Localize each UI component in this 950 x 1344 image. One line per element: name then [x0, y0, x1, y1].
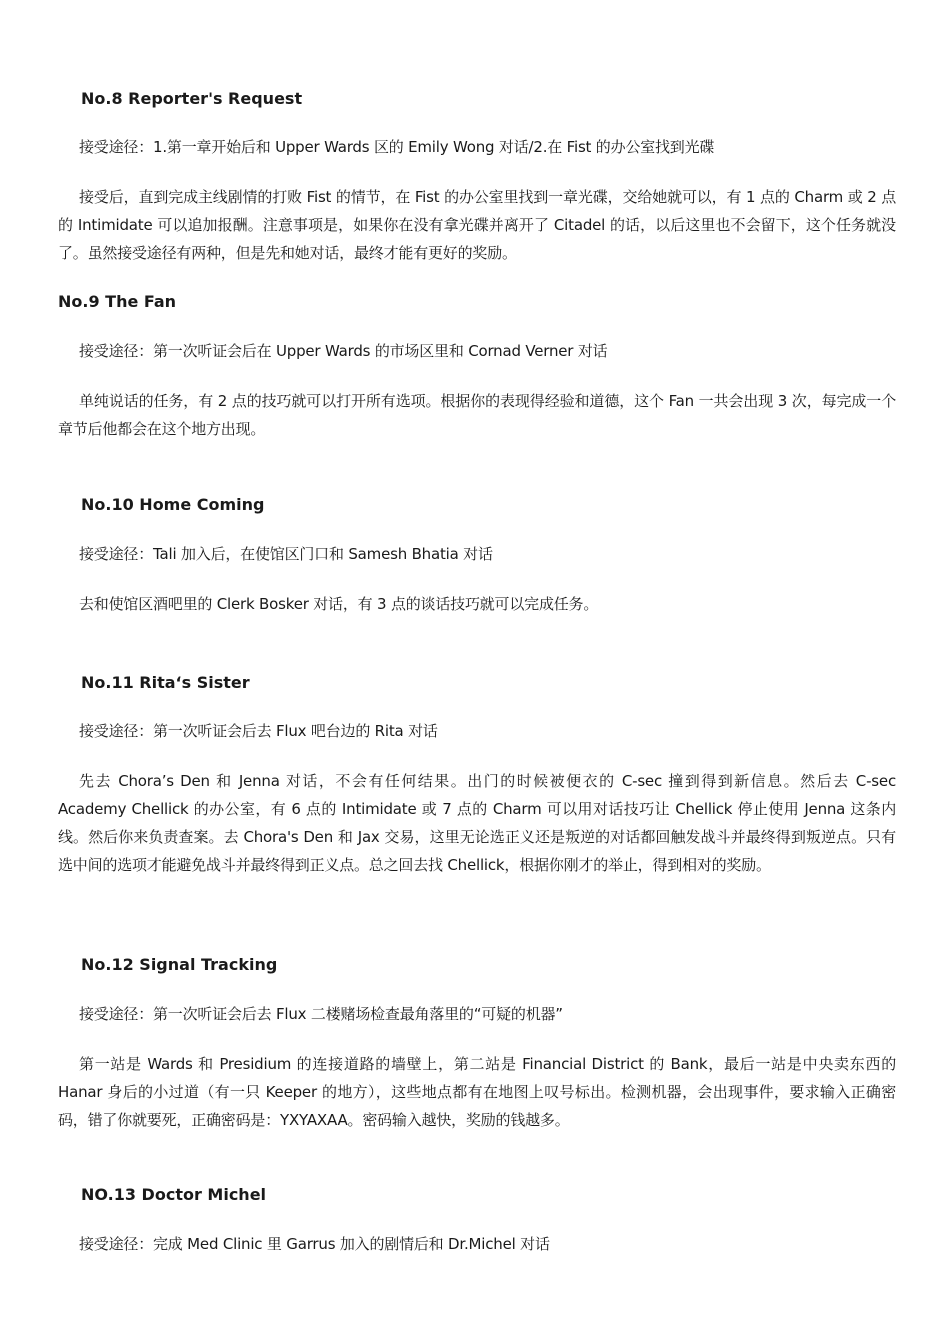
section-no8-description: 接受后，直到完成主线剧情的打败 Fist 的情节，在 Fist 的办公室里找到一章光碟，交给她就可以，有 1 点的 Charm 或 2 点的 Intimidate 可以追加报酬。注意事项是，如果你在没有拿光碟并离开了 Citadel 的话，以后这里也不会留下，这个任务就没了。虽然接受途径有两种，但是先和她对话，最终才能有更好的奖励。	[58, 188, 896, 262]
section-no12-description: 第一站是 Wards 和 Presidium 的连接道路的墙壁上，第二站是 Financial District 的 Bank，最后一站是中央卖东西的 Hanar 身后的小过道（有一只 Keeper 的地方），这些地点都有在地图上叹号标出。检测机器，会出现事件，要求输入正确密码，错了你就要死，正确密码是：YXYAXAA。密码输入越快，奖励的钱越多。	[58, 1055, 896, 1129]
section-title-no12: No.12 Signal Tracking	[81, 955, 278, 974]
section-no9-description: 单纯说话的任务，有 2 点的技巧就可以打开所有选项。根据你的表现得经验和道德，这个 Fan 一共会出现 3 次，每完成一个章节后他都会在这个地方出现。	[58, 392, 896, 438]
section-no13-accept-route: 接受途径：完成 Med Clinic 里 Garrus 加入的剧情后和 Dr.Michel 对话	[79, 1235, 550, 1253]
section-title-no8: No.8 Reporter's Request	[81, 89, 303, 108]
section-title-no13: NO.13 Doctor Michel	[81, 1185, 267, 1204]
section-no11-description: 先去 Chora’s Den 和 Jenna 对话，不会有任何结果。出门的时候被便衣的 C-sec 撞到得到新信息。然后去 C-sec Academy Chellick 的办公室，有 6 点的 Intimidate 或 7 点的 Charm 可以用对话技巧让 Chellick 停止使用 Jenna 这条内线。然后你来负责查案。去 Chora's Den 和 Jax 交易，这里无论选正义还是叛逆的对话都回触发战斗并最终得到叛逆点。只有选中间的选项才能避免战斗并最终得到正义点。总之回去找 Chellick，根据你刚才的举止，得到相对的奖励。	[58, 772, 896, 874]
section-no12-accept-route: 接受途径：第一次听证会后去 Flux 二楼赌场检查最角落里的“可疑的机器”	[79, 1005, 563, 1023]
section-no11-accept-route: 接受途径：第一次听证会后去 Flux 吧台边的 Rita 对话	[79, 722, 438, 740]
section-no10-description: 去和使馆区酒吧里的 Clerk Bosker 对话，有 3 点的谈话技巧就可以完成任务。	[79, 595, 599, 613]
section-title-no9: No.9 The Fan	[58, 292, 177, 311]
section-no9-accept-route: 接受途径：第一次听证会后在 Upper Wards 的市场区里和 Cornad Verner 对话	[79, 342, 608, 360]
section-title-no11: No.11 Rita‘s Sister	[81, 673, 250, 692]
section-title-no10: No.10 Home Coming	[81, 495, 265, 514]
section-no10-accept-route: 接受途径：Tali 加入后，在使馆区门口和 Samesh Bhatia 对话	[79, 545, 493, 563]
section-no8-accept-route: 接受途径：1.第一章开始后和 Upper Wards 区的 Emily Wong 对话/2.在 Fist 的办公室找到光碟	[79, 138, 715, 156]
